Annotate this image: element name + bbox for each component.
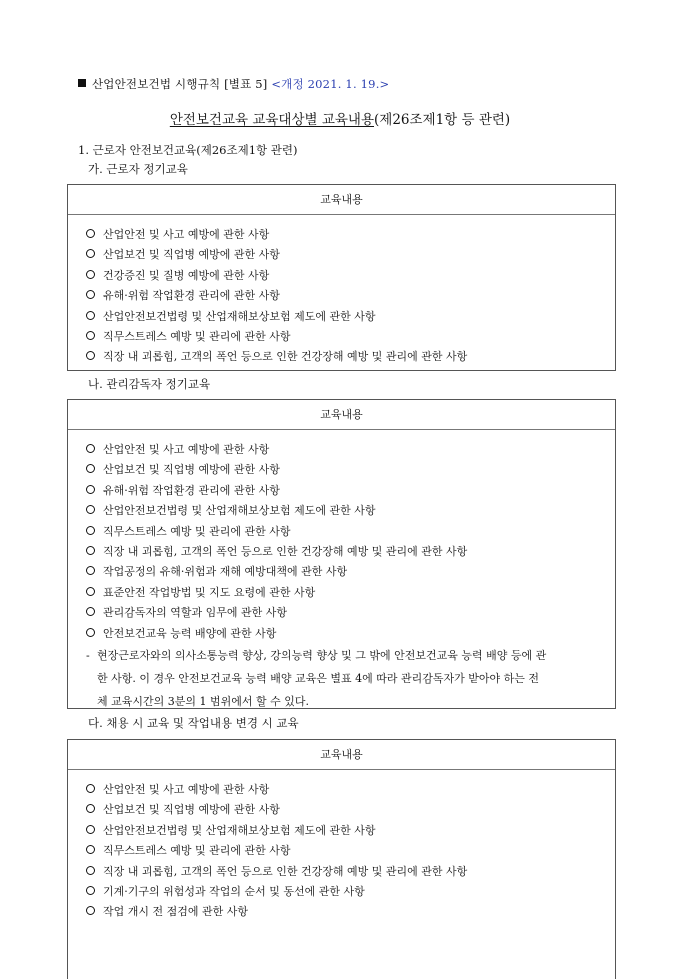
- note-line-1: - 현장근로자와의 의사소통능력 향상, 강의능력 향상 및 그 밖에 안전보건교육 능력 배양 등에 관: [86, 644, 601, 667]
- circle-bullet-icon: [86, 784, 95, 793]
- list-item: 산업안전보건법령 및 산업재해보상보험 제도에 관한 사항: [86, 821, 615, 841]
- page-title: [0, 108, 680, 128]
- content-table-c: [67, 739, 616, 979]
- circle-bullet-icon: [86, 866, 95, 875]
- circle-bullet-icon: [86, 351, 95, 360]
- table-a-header: 교육내용: [68, 185, 615, 215]
- circle-bullet-icon: [86, 566, 95, 575]
- list-item: 산업안전 및 사고 예방에 관한 사항: [86, 225, 615, 245]
- content-table-a: [67, 184, 616, 371]
- list-item: 직무스트레스 예방 및 관리에 관한 사항: [86, 327, 615, 347]
- circle-bullet-icon: [86, 526, 95, 535]
- list-item: 직무스트레스 예방 및 관리에 관한 사항: [86, 841, 615, 861]
- circle-bullet-icon: [86, 464, 95, 473]
- table-b-list: [68, 430, 615, 644]
- list-item: 산업보건 및 직업병 예방에 관한 사항: [86, 460, 615, 480]
- document-header: [78, 76, 389, 92]
- circle-bullet-icon: [86, 485, 95, 494]
- list-item: 산업안전 및 사고 예방에 관한 사항: [86, 440, 615, 460]
- table-a-list: [68, 215, 615, 368]
- circle-bullet-icon: [86, 546, 95, 555]
- dash-bullet: -: [86, 648, 90, 662]
- circle-bullet-icon: [86, 886, 95, 895]
- circle-bullet-icon: [86, 229, 95, 238]
- list-item: 유해·위험 작업환경 관리에 관한 사항: [86, 481, 615, 501]
- list-item: 작업 개시 전 점검에 관한 사항: [86, 902, 615, 922]
- note-line-2: 한 사항. 이 경우 안전보건교육 능력 배양 교육은 별표 4에 따라 관리감독자가 받아야 하는 전: [97, 671, 539, 685]
- circle-bullet-icon: [86, 311, 95, 320]
- list-item: 산업안전 및 사고 예방에 관한 사항: [86, 780, 615, 800]
- circle-bullet-icon: [86, 804, 95, 813]
- section-1-heading: 1. 근로자 안전보건교육(제26조제1항 관련): [78, 143, 298, 157]
- circle-bullet-icon: [86, 249, 95, 258]
- table-b-header: 교육내용: [68, 400, 615, 430]
- title-sub: (제26조제1항 등 관련): [374, 112, 511, 128]
- list-item: 작업공정의 유해·위험과 재해 예방대책에 관한 사항: [86, 562, 615, 582]
- revision-date: <개정 2021. 1. 19.>: [271, 77, 390, 91]
- note-paragraph: [68, 644, 615, 713]
- square-bullet-icon: [78, 79, 86, 87]
- subsection-b-heading: 나. 관리감독자 정기교육: [88, 377, 211, 391]
- circle-bullet-icon: [86, 290, 95, 299]
- list-item: 직무스트레스 예방 및 관리에 관한 사항: [86, 522, 615, 542]
- circle-bullet-icon: [86, 607, 95, 616]
- circle-bullet-icon: [86, 906, 95, 915]
- list-item: 직장 내 괴롭힘, 고객의 폭언 등으로 인한 건강장해 예방 및 관리에 관한 사항: [86, 542, 615, 562]
- list-item: 기계·기구의 위험성과 작업의 순서 및 동선에 관한 사항: [86, 882, 615, 902]
- list-item: 산업안전보건법령 및 산업재해보상보험 제도에 관한 사항: [86, 307, 615, 327]
- circle-bullet-icon: [86, 331, 95, 340]
- list-item: 건강증진 및 질병 예방에 관한 사항: [86, 266, 615, 286]
- circle-bullet-icon: [86, 444, 95, 453]
- circle-bullet-icon: [86, 845, 95, 854]
- note-line-3: 체 교육시간의 3분의 1 범위에서 할 수 있다.: [97, 694, 309, 708]
- content-table-b: [67, 399, 616, 709]
- circle-bullet-icon: [86, 270, 95, 279]
- law-reference: 산업안전보건법 시행규칙 [별표 5]: [92, 77, 268, 91]
- list-item: 산업안전보건법령 및 산업재해보상보험 제도에 관한 사항: [86, 501, 615, 521]
- list-item: 표준안전 작업방법 및 지도 요령에 관한 사항: [86, 583, 615, 603]
- table-c-list: [68, 770, 615, 923]
- list-item: 유해·위험 작업환경 관리에 관한 사항: [86, 286, 615, 306]
- circle-bullet-icon: [86, 505, 95, 514]
- subsection-c-heading: 다. 채용 시 교육 및 작업내용 변경 시 교육: [88, 716, 299, 730]
- table-c-header: 교육내용: [68, 740, 615, 770]
- subsection-a-heading: 가. 근로자 정기교육: [88, 162, 188, 176]
- list-item: 관리감독자의 역할과 임무에 관한 사항: [86, 603, 615, 623]
- list-item: 직장 내 괴롭힘, 고객의 폭언 등으로 인한 건강장해 예방 및 관리에 관한 사항: [86, 347, 615, 367]
- list-item: 산업보건 및 직업병 예방에 관한 사항: [86, 245, 615, 265]
- list-item: 산업보건 및 직업병 예방에 관한 사항: [86, 800, 615, 820]
- circle-bullet-icon: [86, 825, 95, 834]
- circle-bullet-icon: [86, 628, 95, 637]
- circle-bullet-icon: [86, 587, 95, 596]
- title-main: 안전보건교육 교육대상별 교육내용: [169, 112, 375, 128]
- list-item: 직장 내 괴롭힘, 고객의 폭언 등으로 인한 건강장해 예방 및 관리에 관한 사항: [86, 862, 615, 882]
- list-item: 안전보건교육 능력 배양에 관한 사항: [86, 624, 615, 644]
